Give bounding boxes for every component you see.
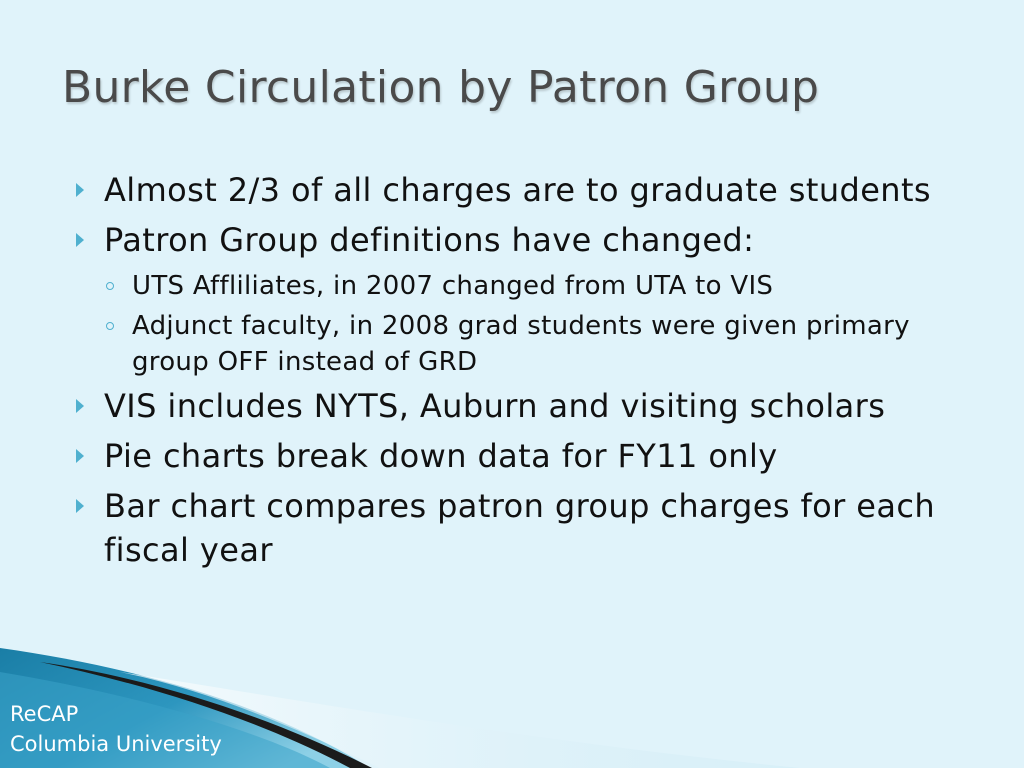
bullet-item [76,434,966,478]
bullet-item [76,168,966,212]
sub-bullet-item [104,268,966,304]
bullet-text: Bar chart compares patron group charges for each fiscal year [104,487,936,569]
bullet-item [76,218,966,262]
triangle-bullet-icon [76,449,84,463]
triangle-bullet-icon [76,499,84,513]
bullet-text: Pie charts break down data for FY11 only [104,437,778,475]
bullet-text: VIS includes NYTS, Auburn and visiting scholars [104,387,886,425]
sub-bullet-text: UTS Affliliates, in 2007 changed from UTA to VIS [132,271,774,301]
triangle-bullet-icon [76,183,84,197]
footer-university-name: Columbia University [10,732,222,756]
triangle-bullet-icon [76,399,84,413]
slide-title: Burke Circulation by Patron Group [62,62,820,113]
bullet-text: Patron Group definitions have changed: [104,221,755,259]
sub-bullet-item [104,308,966,380]
bullet-item [76,384,966,428]
circle-bullet-icon [106,322,114,330]
bullet-list [76,168,966,578]
bullet-item [76,484,966,572]
footer-org-name: ReCAP [10,702,79,726]
bullet-text: Almost 2/3 of all charges are to graduate students [104,171,931,209]
sub-bullet-text: Adjunct faculty, in 2008 grad students were given primary group OFF instead of GRD [132,311,910,377]
circle-bullet-icon [106,282,114,290]
triangle-bullet-icon [76,233,84,247]
